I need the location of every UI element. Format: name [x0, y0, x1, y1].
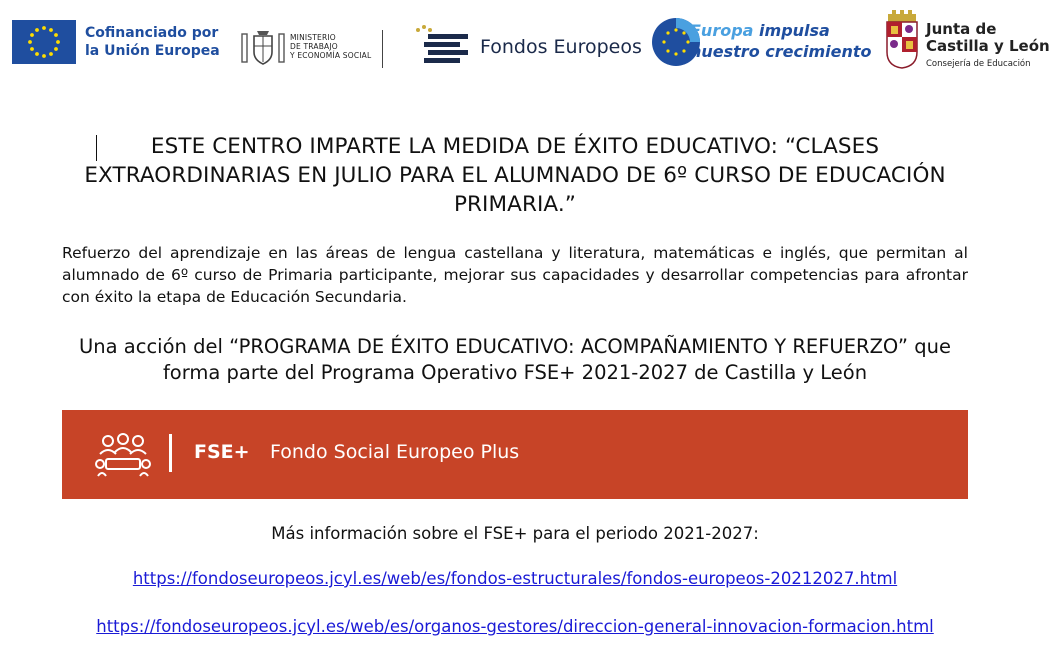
fondos-europeos-logo: [410, 20, 640, 70]
ministerio-divider: [382, 30, 383, 68]
fondo-social-europeo-label: Fondo Social Europeo Plus: [270, 441, 520, 463]
nuestro-crecimiento-line: nuestro crecimiento: [690, 42, 872, 61]
eu-flag-icon: [12, 20, 76, 64]
ministerio-text: [290, 33, 371, 60]
junta-line1: Junta de: [926, 20, 997, 38]
fondos-europeos-flag-icon: [410, 22, 474, 66]
program-paragraph: Una acción del “PROGRAMA DE ÉXITO EDUCATIVO: ACOMPAÑAMIENTO Y REFUERZO” que forma parte del Programa Operativo FSE+ 2021-2027 de Castilla y León: [79, 335, 951, 384]
eu-logo-text: [85, 24, 220, 60]
eu-logo-line1: Cofinanciado por: [85, 25, 219, 41]
junta-line2: Castilla y León: [926, 37, 1050, 55]
eu-logo-line2: la Unión Europea: [85, 43, 220, 59]
junta-castilla-leon-logo: [884, 6, 1059, 80]
page-heading: ESTE CENTRO IMPARTE LA MEDIDA DE ÉXITO EDUCATIVO: “CLASES EXTRAORDINARIAS EN JULIO PARA EL ALUMNADO DE 6º CURSO DE EDUCACIÓN PRIMARIA.”: [84, 134, 946, 217]
logo-strip: [0, 0, 1064, 88]
ministerio-line2: DE TRABAJO: [290, 42, 338, 51]
junta-text: [926, 21, 1050, 55]
castilla-leon-shield-icon: [884, 8, 920, 70]
ministerio-line3: Y ECONOMÍA SOCIAL: [290, 51, 372, 60]
people-group-icon: [94, 432, 152, 478]
fse-plus-label: FSE+: [194, 441, 250, 463]
fondos-europeos-label: Fondos Europeos: [480, 36, 642, 58]
spain-coat-of-arms-icon: [240, 28, 286, 68]
europa-impulsa-text: [690, 20, 872, 62]
direccion-general-innovacion-link[interactable]: https://fondoseuropeos.jcyl.es/web/es/organos-gestores/direccion-general-innovacion-formacion.html: [96, 617, 934, 636]
description-paragraph: Refuerzo del aprendizaje en las áreas de lengua castellana y literatura, matemáticas e inglés, que permitan al alumnado de 6º curso de Primaria participante, mejorar sus capacidades y desarrollar competencias para afrontar con éxito la etapa de Educación Secundaria.: [62, 244, 968, 306]
ministerio-trabajo-logo: [240, 16, 390, 72]
europa-word: Europa: [690, 21, 754, 40]
ministerio-line1: MINISTERIO: [290, 33, 336, 42]
banner-divider: [169, 434, 172, 472]
fondos-europeos-2021-2027-link[interactable]: https://fondoseuropeos.jcyl.es/web/es/fondos-estructurales/fondos-europeos-20212027.html: [132, 569, 898, 588]
fse-plus-banner: [62, 410, 968, 499]
impulsa-word: impulsa: [759, 21, 830, 40]
europa-impulsa-logo: [650, 14, 872, 70]
consejeria-educacion-label: Consejería de Educación: [926, 59, 1031, 69]
eu-cofinanciado-logo: [12, 20, 220, 64]
more-info-text: Más información sobre el FSE+ para el periodo 2021-2027:: [271, 524, 759, 543]
